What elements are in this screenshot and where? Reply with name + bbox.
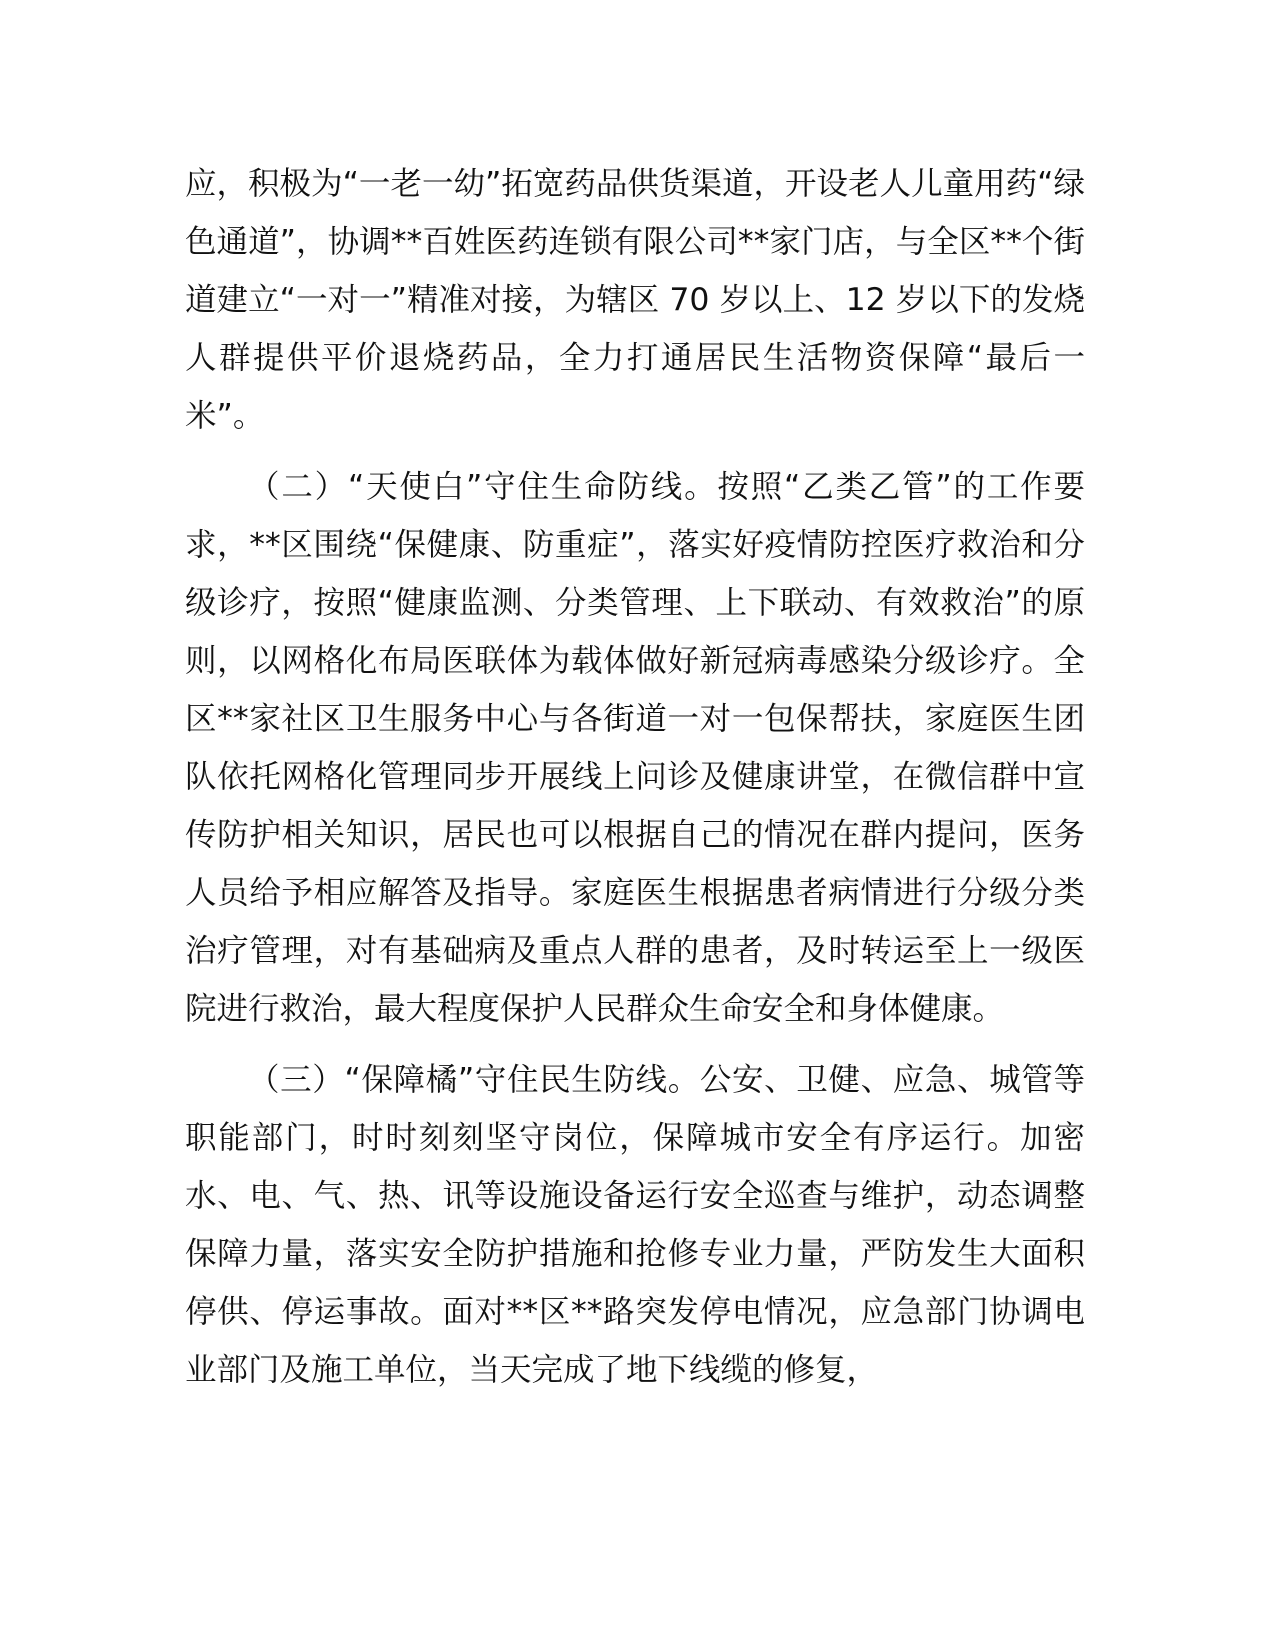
paragraph-section-2: （二）“天使白”守住生命防线。按照“乙类乙管”的工作要求，**区围绕“保健康、防重症”，落实好疫情防控医疗救治和分级诊疗，按照“健康监测、分类管理、上下联动、有效救治”的原则，以网格化布局医联体为载体做好新冠病毒感染分级诊疗。全区**家社区卫生服务中心与各街道一对一包保帮扶，家庭医生团队依托网格化管理同步开展线上问诊及健康讲堂，在微信群中宣传防护相关知识，居民也可以根据自己的情况在群内提问，医务人员给予相应解答及指导。家庭医生根据患者病情进行分级分类治疗管理，对有基础病及重点人群的患者，及时转运至上一级医院进行救治，最大程度保护人民群众生命安全和身体健康。 [185, 469, 1085, 1027]
body-text [185, 155, 1085, 1399]
paragraph-continuation: 应，积极为“一老一幼”拓宽药品供货渠道，开设老人儿童用药“绿色通道”，协调**百姓医药连锁有限公司**家门店，与全区**个街道建立“一对一”精准对接，为辖区 70 岁以上、12 岁以下的发烧人群提供平价退烧药品，全力打通居民生活物资保障“最后一米”。 [185, 166, 1085, 434]
paragraph-section-3: （三）“保障橘”守住民生防线。公安、卫健、应急、城管等职能部门，时时刻刻坚守岗位，保障城市安全有序运行。加密水、电、气、热、讯等设施设备运行安全巡查与维护，动态调整保障力量，落实安全防护措施和抢修专业力量，严防发生大面积停供、停运事故。面对**区**路突发停电情况，应急部门协调电业部门及施工单位，当天完成了地下线缆的修复， [185, 1062, 1085, 1388]
